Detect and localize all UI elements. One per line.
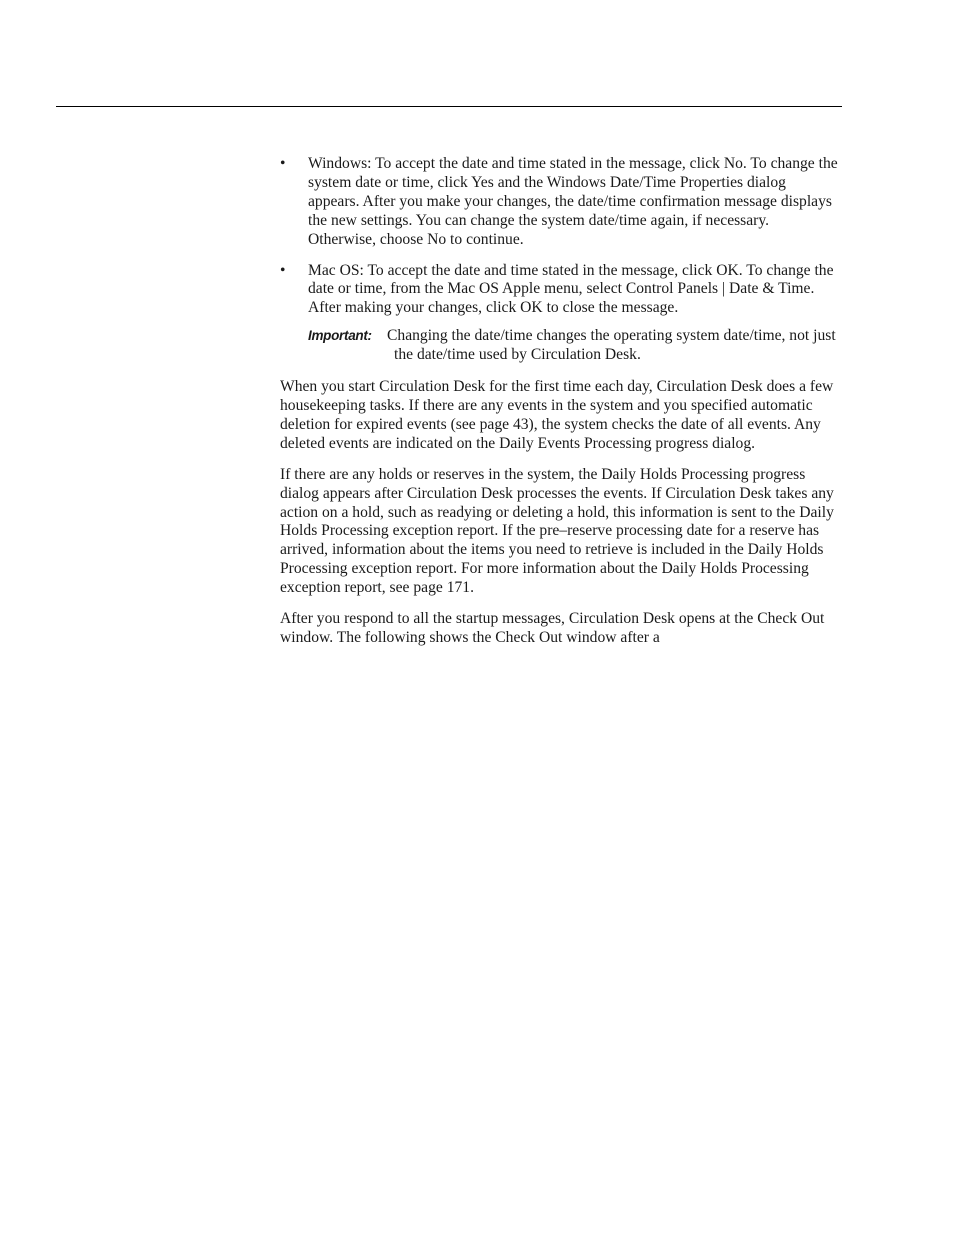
- note-label: Important:: [308, 328, 372, 344]
- bullet-item-mac-os: [280, 262, 840, 319]
- paragraph-holds-processing: If there are any holds or reserves in the system, the Daily Holds Processing progress dialog appears after Circulation Desk processes the events. If Circulation Desk takes any action on a hold, such as readying or deleting a hold, this information is sent to the Daily Holds Processing exception report. If the pre–reserve processing date for a reserve has arrived, information about the items you need to retrieve is included in the Daily Holds Processing exception report. For more information about the Daily Holds Processing exception report, see page 171.: [280, 465, 834, 597]
- paragraph-housekeeping: When you start Circulation Desk for the first time each day, Circulation Desk does a few housekeeping tasks. If there are any events in the system and you specified automatic deletion for expired events (see page 43), the system checks the date of all events. Any deleted events are indicated on the Daily Events Processing progress dialog.: [280, 378, 834, 452]
- note-text: Changing the date/time changes the operating system date/time, not just the date/time used by Circulation Desk.: [387, 327, 836, 364]
- bullet-icon: •: [280, 155, 286, 172]
- page-body: [280, 155, 840, 660]
- bullet-text: Mac OS: To accept the date and time stated in the message, click OK. To change the date or time, from the Mac OS Apple menu, select Control Panels | Date & Time. After making your changes, click OK to close the message.: [308, 261, 834, 317]
- bullet-text: Windows: To accept the date and time stated in the message, click No. To change the system date or time, click Yes and the Windows Date/Time Properties dialog appears. After you make your changes, the date/time confirmation message displays the new settings. You can change the system date/time again, if necessary. Otherwise, choose No to continue.: [308, 155, 838, 248]
- header-rule: [56, 106, 842, 107]
- paragraph-startup: After you respond to all the startup messages, Circulation Desk opens at the Check Out window. The following shows the Check Out window after a: [280, 610, 825, 646]
- bullet-icon: •: [280, 261, 286, 279]
- important-note: [308, 327, 840, 365]
- bullet-item-windows: [280, 155, 840, 250]
